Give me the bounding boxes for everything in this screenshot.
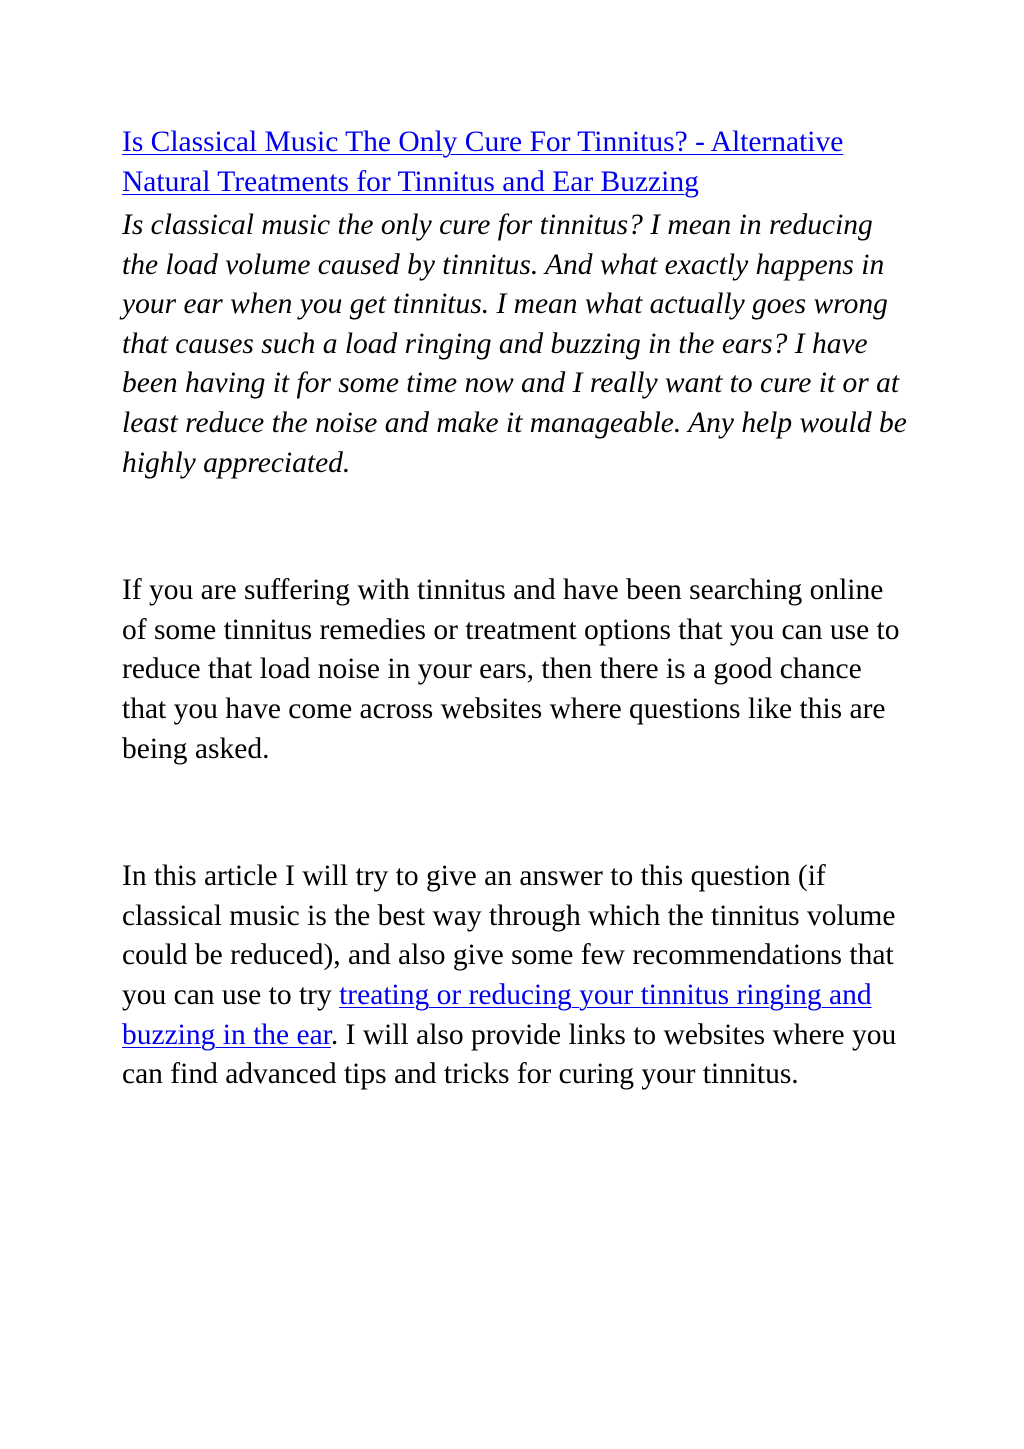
intro-paragraph: If you are suffering with tinnitus and have been searching online of some tinnitus remedies or treatment options that you can use to reduce that load noise in your ears, then there is a good chance that you have come across websites where questions like this are being asked. (122, 574, 900, 765)
paragraph-text-before-link: In this article I will try to give an answer to this question (if classical music is the best way through which the tinnitus volume could be reduced), and also give some few recommendations that you can use to try (122, 860, 896, 1011)
question-paragraph: Is classical music the only cure for tinnitus? I mean in reducing the load volume caused by tinnitus. And what exactly happens in your ear when you get tinnitus. I mean what actually goes wrong that causes such a load ringing and buzzing in the ears? I have been having it for some time now and I really want to cure it or at least reduce the noise and make it manageable. Any help would be highly appreciated. (122, 209, 907, 479)
treatment-link[interactable]: treating or reducing your tinnitus ringing and buzzing in the ear (122, 978, 872, 1051)
article-paragraph (122, 857, 912, 1095)
paragraph-text-after-link: . I will also provide links to websites where you can find advanced tips and tricks for curing your tinnitus. (122, 1018, 897, 1091)
article-title-link[interactable]: Is Classical Music The Only Cure For Tinnitus? - Alternative Natural Treatments for Tinnitus and Ear Buzzing (122, 126, 844, 198)
document-page (122, 123, 912, 1095)
